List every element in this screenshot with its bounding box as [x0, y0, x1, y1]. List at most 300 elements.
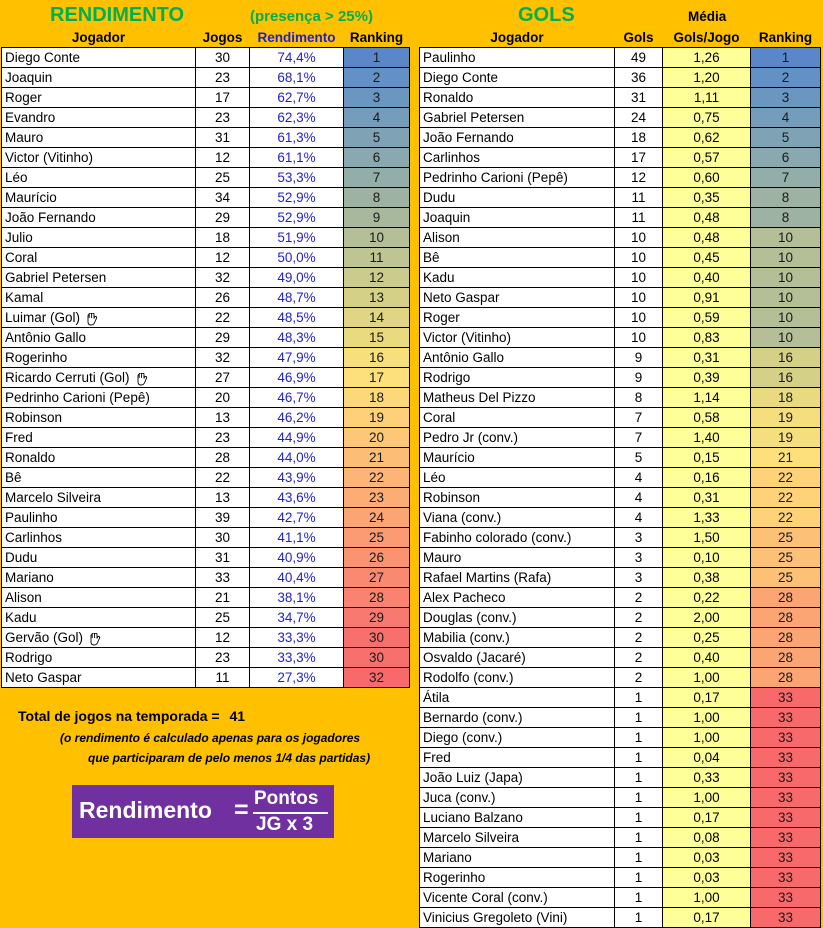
media-header-top: Média — [688, 9, 727, 24]
games-count: 26 — [196, 288, 250, 308]
rendimento-row — [2, 188, 410, 208]
player-name: Diego (conv.) — [420, 728, 615, 748]
gols-row — [420, 548, 821, 568]
goals-count: 11 — [615, 188, 663, 208]
player-name: Viana (conv.) — [420, 508, 615, 528]
total-games-line — [18, 708, 245, 724]
ranking-cell: 4 — [344, 108, 410, 128]
ranking-cell: 8 — [751, 188, 821, 208]
ranking-cell: 7 — [751, 168, 821, 188]
goals-count: 9 — [615, 348, 663, 368]
goals-per-game: 2,00 — [663, 608, 751, 628]
goals-count: 36 — [615, 68, 663, 88]
rendimento-row — [2, 148, 410, 168]
performance-percent: 61,1% — [250, 148, 344, 168]
formula-denominator: JG x 3 — [256, 814, 314, 835]
rendimento-row — [2, 308, 410, 328]
ranking-cell: 33 — [751, 828, 821, 848]
goals-count: 1 — [615, 908, 663, 928]
player-name: Mariano — [2, 568, 196, 588]
games-count: 30 — [196, 528, 250, 548]
rendimento-row — [2, 508, 410, 528]
games-count: 25 — [196, 608, 250, 628]
note-line-2: que participaram de pelo menos 1/4 das partidas) — [88, 751, 371, 765]
ranking-cell: 21 — [344, 448, 410, 468]
gols-row — [420, 528, 821, 548]
gols-row — [420, 788, 821, 808]
games-count: 29 — [196, 208, 250, 228]
gols-table — [419, 28, 821, 928]
rendimento-row — [2, 488, 410, 508]
performance-percent: 38,1% — [250, 588, 344, 608]
rendimento-row — [2, 368, 410, 388]
ranking-cell: 19 — [751, 428, 821, 448]
goals-per-game: 1,00 — [663, 668, 751, 688]
ranking-cell: 25 — [751, 528, 821, 548]
goals-count: 1 — [615, 768, 663, 788]
gols-row — [420, 208, 821, 228]
performance-percent: 48,5% — [250, 308, 344, 328]
gols-row — [420, 68, 821, 88]
player-name: Luciano Balzano — [420, 808, 615, 828]
games-count: 32 — [196, 348, 250, 368]
gols-title: GOLS — [518, 4, 575, 26]
goals-count: 5 — [615, 448, 663, 468]
games-count: 33 — [196, 568, 250, 588]
player-name: Coral — [420, 408, 615, 428]
rendimento-row — [2, 48, 410, 68]
gols-row — [420, 288, 821, 308]
player-name: Bê — [2, 468, 196, 488]
goals-count: 4 — [615, 508, 663, 528]
goals-count: 2 — [615, 588, 663, 608]
ranking-cell: 6 — [344, 148, 410, 168]
ranking-cell: 3 — [344, 88, 410, 108]
player-name: Rodolfo (conv.) — [420, 668, 615, 688]
goals-count: 10 — [615, 268, 663, 288]
ranking-cell: 28 — [751, 588, 821, 608]
player-name: Luimar (Gol) — [2, 308, 196, 328]
goals-per-game: 0,03 — [663, 868, 751, 888]
rendimento-title: RENDIMENTO — [50, 4, 185, 26]
performance-percent: 46,2% — [250, 408, 344, 428]
player-name: Antônio Gallo — [2, 328, 196, 348]
performance-percent: 48,3% — [250, 328, 344, 348]
gols-table-body — [420, 48, 821, 928]
player-name: Joaquin — [420, 208, 615, 228]
goalkeeper-glove-icon — [136, 372, 148, 385]
player-name: Alison — [420, 228, 615, 248]
player-name: Fred — [2, 428, 196, 448]
player-name: Carlinhos — [420, 148, 615, 168]
ranking-cell: 18 — [751, 388, 821, 408]
goals-per-game: 1,00 — [663, 728, 751, 748]
ranking-cell: 18 — [344, 388, 410, 408]
player-name: Átila — [420, 688, 615, 708]
games-count: 12 — [196, 148, 250, 168]
rendimento-row — [2, 228, 410, 248]
goals-count: 2 — [615, 668, 663, 688]
header-ranking: Ranking — [349, 30, 404, 45]
ranking-cell: 10 — [751, 288, 821, 308]
rendimento-table — [1, 28, 410, 688]
ranking-cell: 23 — [344, 488, 410, 508]
performance-percent: 52,9% — [250, 208, 344, 228]
gols-row — [420, 168, 821, 188]
goals-per-game: 0,83 — [663, 328, 751, 348]
games-count: 32 — [196, 268, 250, 288]
performance-percent: 68,1% — [250, 68, 344, 88]
player-name: Rafael Martins (Rafa) — [420, 568, 615, 588]
player-name: Alex Pacheco — [420, 588, 615, 608]
games-count: 30 — [196, 48, 250, 68]
goals-per-game: 0,04 — [663, 748, 751, 768]
goals-count: 1 — [615, 708, 663, 728]
ranking-cell: 33 — [751, 728, 821, 748]
goals-count: 1 — [615, 748, 663, 768]
gols-row — [420, 508, 821, 528]
ranking-cell: 30 — [344, 628, 410, 648]
player-name: Bernardo (conv.) — [420, 708, 615, 728]
gols-row — [420, 148, 821, 168]
player-name: Marcelo Silveira — [2, 488, 196, 508]
gols-row — [420, 228, 821, 248]
player-name: Kadu — [420, 268, 615, 288]
gols-row — [420, 448, 821, 468]
gols-row — [420, 88, 821, 108]
ranking-cell: 25 — [751, 568, 821, 588]
ranking-cell: 1 — [751, 48, 821, 68]
rendimento-row — [2, 628, 410, 648]
goals-count: 10 — [615, 288, 663, 308]
performance-percent: 33,3% — [250, 628, 344, 648]
player-name: Léo — [2, 168, 196, 188]
gols-row — [420, 128, 821, 148]
goals-count: 10 — [615, 228, 663, 248]
player-name: Osvaldo (Jacaré) — [420, 648, 615, 668]
gols-row — [420, 108, 821, 128]
ranking-cell: 10 — [751, 248, 821, 268]
ranking-cell: 4 — [751, 108, 821, 128]
gols-row — [420, 368, 821, 388]
goals-per-game: 0,22 — [663, 588, 751, 608]
goals-per-game: 0,60 — [663, 168, 751, 188]
goals-per-game: 0,91 — [663, 288, 751, 308]
goals-per-game: 0,25 — [663, 628, 751, 648]
player-name: Bê — [420, 248, 615, 268]
performance-percent: 74,4% — [250, 48, 344, 68]
goals-count: 1 — [615, 788, 663, 808]
player-name: Rogerinho — [420, 868, 615, 888]
performance-percent: 62,3% — [250, 108, 344, 128]
performance-percent: 51,9% — [250, 228, 344, 248]
header-jogador: Jogador — [490, 30, 544, 45]
player-name: Matheus Del Pizzo — [420, 388, 615, 408]
goals-count: 1 — [615, 828, 663, 848]
goals-per-game: 0,62 — [663, 128, 751, 148]
player-name: Pedrinho Carioni (Pepê) — [2, 388, 196, 408]
goals-count: 31 — [615, 88, 663, 108]
ranking-cell: 17 — [344, 368, 410, 388]
player-name: Paulinho — [2, 508, 196, 528]
ranking-cell: 27 — [344, 568, 410, 588]
goals-per-game: 0,31 — [663, 348, 751, 368]
player-name: Vicente Coral (conv.) — [420, 888, 615, 908]
gols-row — [420, 668, 821, 688]
goals-count: 18 — [615, 128, 663, 148]
ranking-cell: 21 — [751, 448, 821, 468]
games-count: 28 — [196, 448, 250, 468]
player-name: Marcelo Silveira — [420, 828, 615, 848]
ranking-cell: 25 — [344, 528, 410, 548]
performance-percent: 44,0% — [250, 448, 344, 468]
performance-percent: 43,9% — [250, 468, 344, 488]
goals-per-game: 0,16 — [663, 468, 751, 488]
player-name: Roger — [420, 308, 615, 328]
goals-count: 10 — [615, 308, 663, 328]
games-count: 20 — [196, 388, 250, 408]
ranking-cell: 13 — [344, 288, 410, 308]
games-count: 12 — [196, 628, 250, 648]
ranking-cell: 19 — [344, 408, 410, 428]
ranking-cell: 33 — [751, 708, 821, 728]
goals-per-game: 0,40 — [663, 648, 751, 668]
ranking-cell: 33 — [751, 908, 821, 928]
player-name: Mauro — [420, 548, 615, 568]
player-name: Neto Gaspar — [420, 288, 615, 308]
goals-count: 3 — [615, 548, 663, 568]
ranking-cell: 33 — [751, 768, 821, 788]
rendimento-row — [2, 428, 410, 448]
player-name: Mariano — [420, 848, 615, 868]
player-name: Diego Conte — [2, 48, 196, 68]
ranking-cell: 32 — [344, 668, 410, 688]
ranking-cell: 33 — [751, 868, 821, 888]
goals-count: 2 — [615, 648, 663, 668]
gols-row — [420, 608, 821, 628]
games-count: 13 — [196, 488, 250, 508]
player-name: Maurício — [2, 188, 196, 208]
goals-count: 11 — [615, 208, 663, 228]
header-rendimento: Rendimento — [257, 30, 336, 45]
ranking-cell: 8 — [344, 188, 410, 208]
ranking-cell: 28 — [751, 608, 821, 628]
goals-count: 1 — [615, 888, 663, 908]
goals-per-game: 0,39 — [663, 368, 751, 388]
games-count: 31 — [196, 128, 250, 148]
goals-count: 12 — [615, 168, 663, 188]
rendimento-row — [2, 248, 410, 268]
gols-row — [420, 688, 821, 708]
goals-count: 3 — [615, 568, 663, 588]
goals-per-game: 0,48 — [663, 208, 751, 228]
ranking-cell: 24 — [344, 508, 410, 528]
ranking-cell: 28 — [751, 668, 821, 688]
goals-count: 4 — [615, 488, 663, 508]
player-name: Kadu — [2, 608, 196, 628]
rendimento-row — [2, 648, 410, 668]
header-jogos: Jogos — [202, 30, 243, 45]
gols-row — [420, 708, 821, 728]
performance-percent: 49,0% — [250, 268, 344, 288]
player-name: João Fernando — [420, 128, 615, 148]
ranking-cell: 33 — [751, 748, 821, 768]
player-name: Antônio Gallo — [420, 348, 615, 368]
gols-row — [420, 728, 821, 748]
ranking-cell: 9 — [344, 208, 410, 228]
ranking-cell: 33 — [751, 788, 821, 808]
ranking-cell: 29 — [344, 608, 410, 628]
rendimento-header-row — [2, 28, 410, 48]
formula-left: Rendimento — [79, 797, 212, 823]
gols-row — [420, 908, 821, 928]
total-games-label: Total de jogos na temporada = — [18, 708, 220, 724]
goals-per-game: 1,33 — [663, 508, 751, 528]
performance-percent: 46,7% — [250, 388, 344, 408]
goals-per-game: 0,17 — [663, 808, 751, 828]
ranking-cell: 14 — [344, 308, 410, 328]
player-name: Coral — [2, 248, 196, 268]
goals-per-game: 0,17 — [663, 688, 751, 708]
ranking-cell: 22 — [344, 468, 410, 488]
performance-percent: 62,7% — [250, 88, 344, 108]
ranking-cell: 25 — [751, 548, 821, 568]
performance-percent: 43,6% — [250, 488, 344, 508]
games-count: 21 — [196, 588, 250, 608]
ranking-cell: 26 — [344, 548, 410, 568]
player-name: Victor (Vitinho) — [2, 148, 196, 168]
goals-per-game: 0,48 — [663, 228, 751, 248]
player-name: Mauro — [2, 128, 196, 148]
rendimento-row — [2, 88, 410, 108]
games-count: 13 — [196, 408, 250, 428]
gols-row — [420, 808, 821, 828]
goals-per-game: 0,31 — [663, 488, 751, 508]
goals-per-game: 0,15 — [663, 448, 751, 468]
header-jogador: Jogador — [71, 30, 126, 45]
ranking-cell: 1 — [344, 48, 410, 68]
ranking-cell: 8 — [751, 208, 821, 228]
ranking-cell: 22 — [751, 508, 821, 528]
player-name: Rodrigo — [2, 648, 196, 668]
note-line-1: (o rendimento é calculado apenas para os jogadores — [60, 731, 361, 745]
player-name: Paulinho — [420, 48, 615, 68]
gols-row — [420, 828, 821, 848]
player-name: Ronaldo — [2, 448, 196, 468]
goalkeeper-glove-icon — [89, 632, 101, 645]
ranking-cell: 10 — [751, 268, 821, 288]
player-name: Victor (Vitinho) — [420, 328, 615, 348]
goals-per-game: 0,10 — [663, 548, 751, 568]
rendimento-row — [2, 388, 410, 408]
games-count: 12 — [196, 248, 250, 268]
ranking-cell: 15 — [344, 328, 410, 348]
ranking-cell: 22 — [751, 468, 821, 488]
player-name: Ricardo Cerruti (Gol) — [2, 368, 196, 388]
performance-percent: 48,7% — [250, 288, 344, 308]
games-count: 27 — [196, 368, 250, 388]
total-games-value: 41 — [229, 708, 246, 724]
ranking-cell: 19 — [751, 408, 821, 428]
performance-percent: 33,3% — [250, 648, 344, 668]
gols-row — [420, 748, 821, 768]
player-name: Dudu — [420, 188, 615, 208]
gols-row — [420, 328, 821, 348]
ranking-cell: 11 — [344, 248, 410, 268]
ranking-cell: 10 — [751, 308, 821, 328]
goals-count: 1 — [615, 868, 663, 888]
goals-per-game: 0,38 — [663, 568, 751, 588]
gols-row — [420, 408, 821, 428]
ranking-cell: 22 — [751, 488, 821, 508]
player-name: Pedrinho Carioni (Pepê) — [420, 168, 615, 188]
rendimento-row — [2, 268, 410, 288]
rendimento-row — [2, 468, 410, 488]
goals-count: 2 — [615, 628, 663, 648]
ranking-cell: 10 — [751, 228, 821, 248]
player-name: João Fernando — [2, 208, 196, 228]
rendimento-row — [2, 328, 410, 348]
goals-count: 7 — [615, 408, 663, 428]
ranking-cell: 30 — [344, 648, 410, 668]
goals-count: 4 — [615, 468, 663, 488]
games-count: 29 — [196, 328, 250, 348]
goals-per-game: 1,11 — [663, 88, 751, 108]
player-name: Juca (conv.) — [420, 788, 615, 808]
gols-row — [420, 188, 821, 208]
goals-count: 17 — [615, 148, 663, 168]
gols-row — [420, 428, 821, 448]
performance-percent: 44,9% — [250, 428, 344, 448]
ranking-cell: 2 — [751, 68, 821, 88]
goals-per-game: 0,40 — [663, 268, 751, 288]
goals-per-game: 1,40 — [663, 428, 751, 448]
rendimento-row — [2, 208, 410, 228]
ranking-cell: 20 — [344, 428, 410, 448]
formula-equals: = — [234, 796, 249, 824]
right-title-row — [518, 4, 575, 27]
ranking-cell: 10 — [751, 328, 821, 348]
games-count: 23 — [196, 68, 250, 88]
player-name: Julio — [2, 228, 196, 248]
goals-per-game: 1,00 — [663, 888, 751, 908]
performance-percent: 53,3% — [250, 168, 344, 188]
games-count: 18 — [196, 228, 250, 248]
player-name: Léo — [420, 468, 615, 488]
rendimento-row — [2, 588, 410, 608]
ranking-cell: 28 — [751, 628, 821, 648]
rendimento-table-body — [2, 48, 410, 688]
goals-per-game: 1,00 — [663, 788, 751, 808]
header-media: Gols/Jogo — [673, 30, 740, 45]
ranking-cell: 10 — [344, 228, 410, 248]
performance-percent: 27,3% — [250, 668, 344, 688]
goals-per-game: 0,58 — [663, 408, 751, 428]
goals-count: 8 — [615, 388, 663, 408]
rendimento-formula-logo — [72, 785, 334, 838]
performance-percent: 42,7% — [250, 508, 344, 528]
player-name: Carlinhos — [2, 528, 196, 548]
goals-per-game: 0,08 — [663, 828, 751, 848]
player-name: Douglas (conv.) — [420, 608, 615, 628]
rendimento-row — [2, 668, 410, 688]
ranking-cell: 12 — [344, 268, 410, 288]
rendimento-row — [2, 408, 410, 428]
performance-percent: 41,1% — [250, 528, 344, 548]
performance-percent: 52,9% — [250, 188, 344, 208]
gols-row — [420, 268, 821, 288]
goals-per-game: 1,14 — [663, 388, 751, 408]
